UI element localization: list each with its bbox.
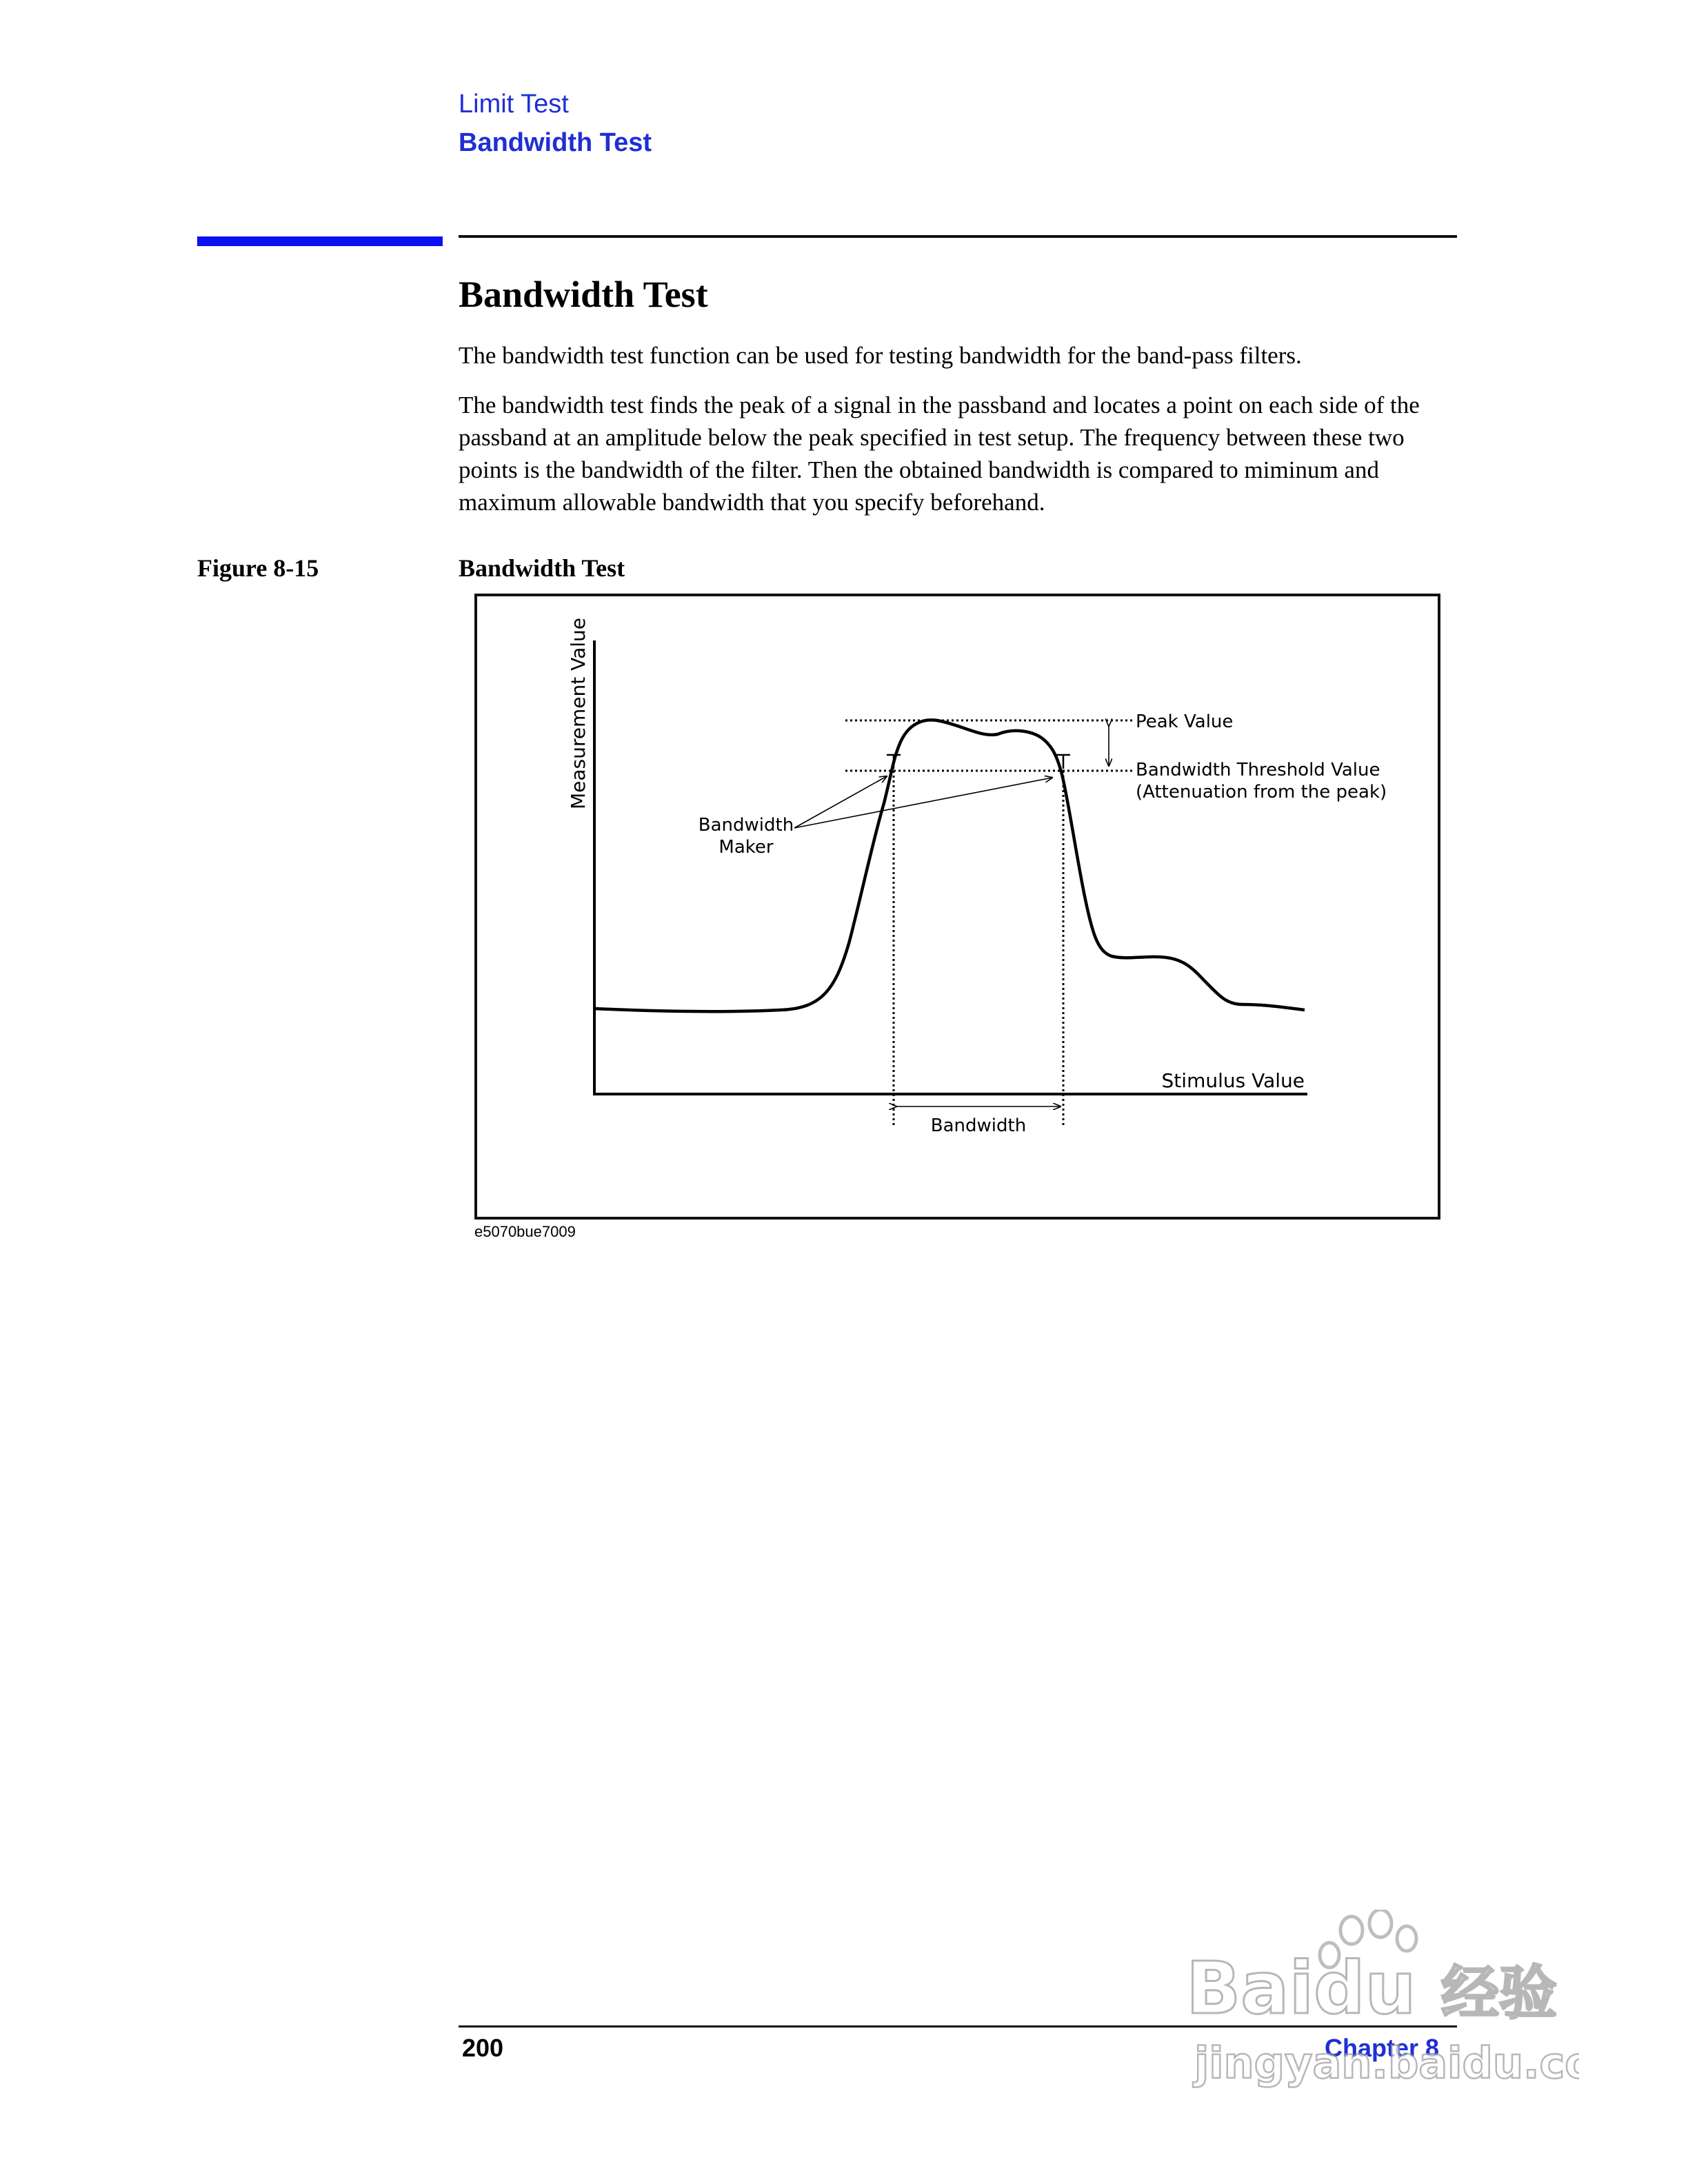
threshold-label: Bandwidth Threshold Value bbox=[1136, 760, 1380, 780]
figure-number: Figure 8-15 bbox=[197, 554, 319, 582]
watermark-brand-cn: 经验 bbox=[1441, 1959, 1558, 2027]
paragraph-1: The bandwidth test function can be used for testing bandwidth for the band-pass filters. bbox=[459, 342, 1302, 369]
x-axis-label: Stimulus Value bbox=[1161, 1069, 1305, 1092]
figure-frame bbox=[474, 594, 1440, 1220]
bandwidth-label: Bandwidth bbox=[930, 1115, 1027, 1136]
paw-icon-toe-1 bbox=[1340, 1917, 1363, 1944]
running-header-section: Limit Test bbox=[459, 90, 569, 119]
paw-icon-toe-2 bbox=[1369, 1910, 1391, 1937]
marker-callout-right bbox=[794, 778, 1052, 828]
marker-label-line1: Bandwidth bbox=[698, 815, 794, 836]
paragraph-2: The bandwidth test finds the peak of a signal in the passband and locates a point on each side of the passband at an amplitude below the peak specified in test setup. The frequency between these two points is the bandwidth of the filter. Then the obtained bandwidth is compared to miminum and maximum allowable bandwidth that you specify beforehand. bbox=[459, 392, 1420, 516]
running-header-subsection: Bandwidth Test bbox=[459, 128, 652, 157]
baidu-watermark bbox=[1186, 1910, 1579, 2103]
watermark-url: jingyan.baidu.c bbox=[1194, 2038, 1565, 2088]
section-accent-bar bbox=[197, 236, 443, 246]
marker-callout-left bbox=[794, 776, 887, 828]
page-number: 200 bbox=[462, 2034, 504, 2062]
marker-label-line2: Maker bbox=[719, 837, 774, 858]
bandwidth-diagram bbox=[477, 596, 1438, 1217]
figure-caption: Bandwidth Test bbox=[459, 554, 625, 582]
bandwidth-marker-left bbox=[887, 755, 901, 769]
watermark-brand: Baidu bbox=[1186, 1946, 1416, 2030]
peak-value-label: Peak Value bbox=[1136, 711, 1234, 732]
threshold-note-label: (Attenuation from the peak) bbox=[1136, 782, 1387, 802]
chapter-label: Chapter 8 bbox=[1325, 2034, 1440, 2062]
page-title: Bandwidth Test bbox=[459, 274, 708, 315]
section-rule bbox=[459, 235, 1457, 238]
figure-image-id: e5070bue7009 bbox=[474, 1223, 576, 1240]
y-axis-label: Measurement Value bbox=[567, 617, 590, 810]
